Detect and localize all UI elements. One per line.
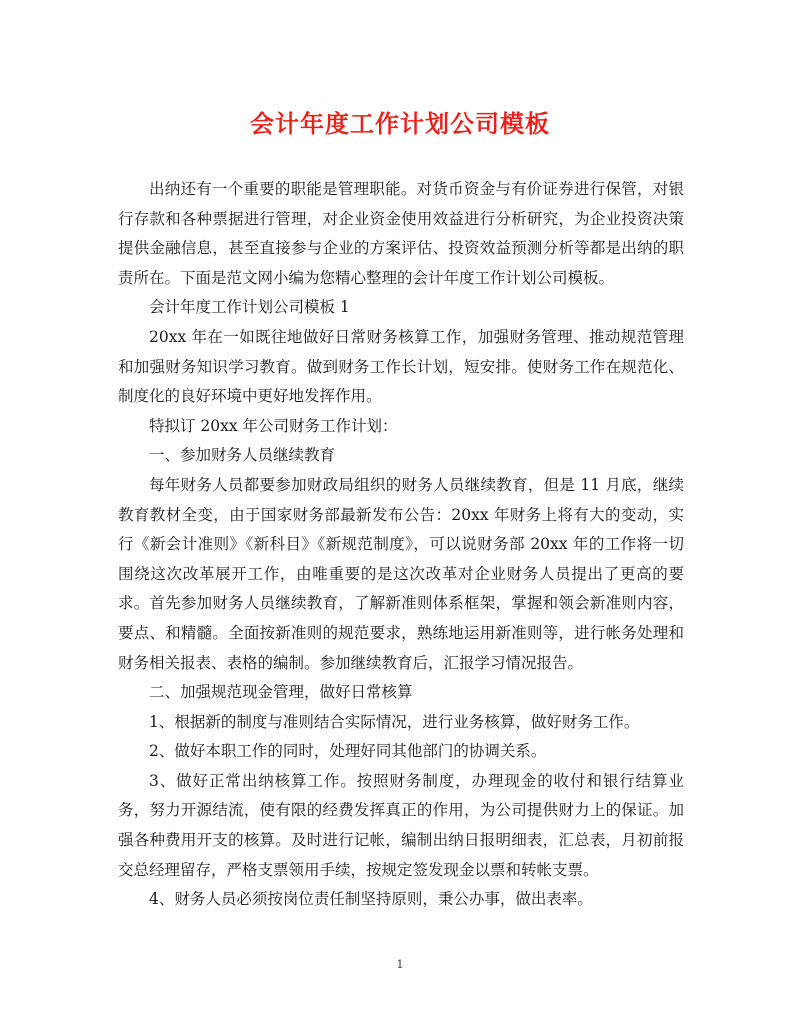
education-paragraph: 每年财务人员都要参加财政局组织的财务人员继续教育，但是 11 月底，继续教育教材全变，由于国家财务部最新发布公告：20xx 年财务上将有大的变动，实行《新会计准则》《新科目》《新规范制度》，可以说财务部 20xx 年的工作将一切围绕这次改革展开工作，由唯重要的是这次改革对企业财务人员提出了更高的要求。首先参加财务人员继续教育，了解新准则体系框架，掌握和领会新准则内容，要点、和精髓。全面按新准则的规范要求，熟练地运用新准则等，进行帐务处理和财务相关报表、表格的编制。参加继续教育后，汇报学习情况报告。 — [118, 475, 684, 672]
list-item: 1、根据新的制度与准则结合实际情况，进行业务核算，做好财务工作。 — [149, 712, 640, 731]
list-item: 2、做好本职工作的同时，处理好同其他部门的协调关系。 — [149, 742, 547, 761]
list-item: 4、财务人员必须按岗位责任制坚持原则，秉公办事，做出表率。 — [149, 890, 593, 909]
plan-intro: 特拟订 20xx 年公司财务工作计划： — [149, 416, 398, 435]
page-number: 1 — [396, 958, 404, 971]
document-body — [118, 175, 684, 915]
document-title: 会计年度工作计划公司模板 — [250, 109, 550, 138]
template-heading: 会计年度工作计划公司模板 1 — [149, 298, 350, 317]
section-heading-1: 一、参加财务人员继续教育 — [149, 446, 336, 465]
list-item: 3、做好正常出纳核算工作。按照财务制度，办理现金的收付和银行结算业务，努力开源结流，使有限的经费发挥真正的作用，为公司提供财力上的保证。加强各种费用开支的核算。及时进行记帐，编制出纳日报明细表，汇总表，月初前报交总经理留存，严格支票领用手续，按规定签发现金以票和转帐支票。 — [118, 771, 684, 879]
intro-paragraph: 出纳还有一个重要的职能是管理职能。对货币资金与有价证券进行保管，对银行存款和各种票据进行管理，对企业资金使用效益进行分析研究，为企业投资决策提供金融信息，甚至直接参与企业的方案评估、投资效益预测分析等都是出纳的职责所在。下面是范文网小编为您精心整理的会计年度工作计划公司模板。 — [118, 180, 684, 287]
section-heading-2: 二、加强规范现金管理，做好日常核算 — [149, 683, 413, 702]
summary-paragraph: 20xx 年在一如既往地做好日常财务核算工作，加强财务管理、推动规范管理和加强财务知识学习教育。做到财务工作长计划，短安排。使财务工作在规范化、制度化的良好环境中更好地发挥作用。 — [118, 327, 684, 406]
